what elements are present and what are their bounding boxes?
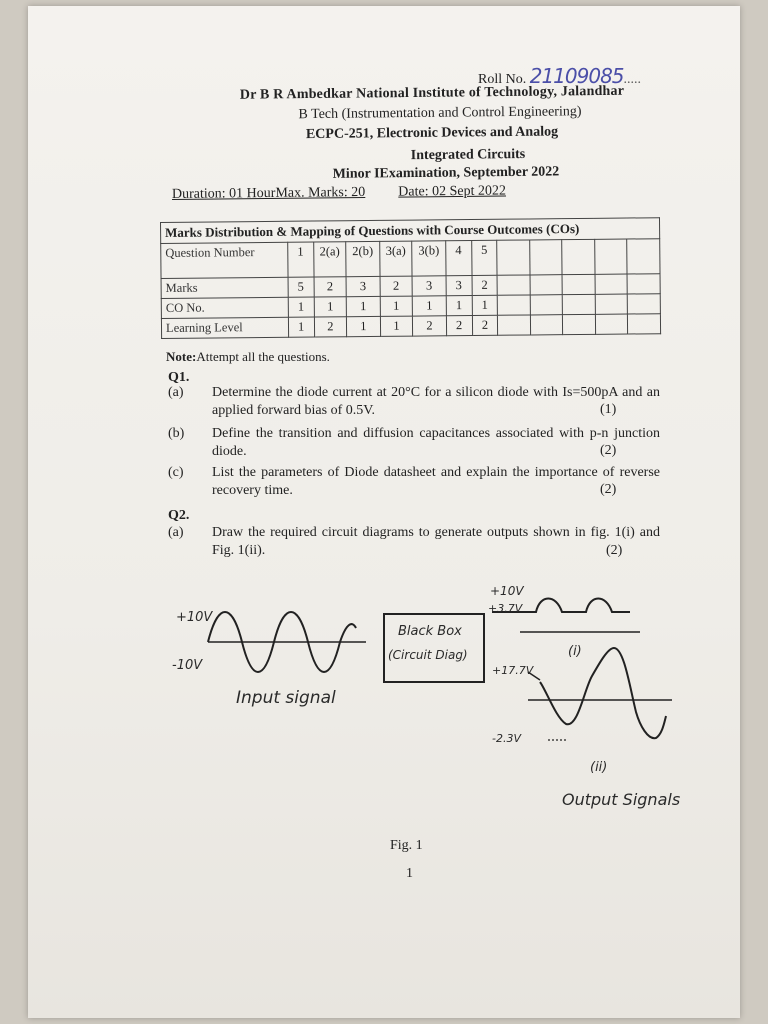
page-number: 1	[406, 866, 413, 881]
table-cell: 2	[380, 276, 413, 296]
q1a-marks: (1)	[600, 402, 617, 417]
output-i-top-label: +10V	[490, 584, 524, 598]
roll-dots: .....	[623, 72, 642, 87]
table-cell: 1	[413, 296, 447, 316]
q1c-sub: (c)	[168, 465, 184, 480]
q1a-sub: (a)	[168, 385, 184, 400]
table-cell: 1	[288, 297, 314, 317]
q1c-marks: (2)	[600, 482, 617, 497]
table-cell: 2	[472, 315, 498, 335]
table-cell: 1	[472, 295, 498, 315]
q1c-text: List the parameters of Diode datasheet and explain the importance of reverse recovery time.	[212, 465, 660, 498]
row-label: Question Number	[161, 242, 288, 278]
q2a-marks: (2)	[606, 543, 623, 558]
figure-caption: Fig. 1	[390, 838, 423, 853]
exam-title: Minor IExamination, September 2022	[332, 164, 560, 182]
output-ii-wave	[540, 648, 666, 738]
table-cell: 2	[413, 316, 447, 336]
output-ii-label: (ii)	[590, 760, 608, 775]
roll-value: 21109085	[529, 64, 624, 88]
table-cell: 3(b)	[412, 241, 446, 276]
course-title-line1: ECPC-251, Electronic Devices and Analog	[305, 124, 559, 143]
duration-text: Duration: 01 HourMax. Marks: 20	[171, 184, 366, 202]
programme-name: B Tech (Instrumentation and Control Engineering)	[298, 104, 582, 123]
table-cell: 2	[314, 317, 347, 337]
row-label: CO No.	[161, 297, 288, 318]
input-bottom-label: -10V	[172, 658, 203, 673]
table-cell: 1	[347, 316, 381, 336]
table-cell: 1	[380, 296, 413, 316]
table-cell: 1	[288, 317, 314, 337]
q2a-sub: (a)	[168, 525, 184, 540]
table-cell: 2(a)	[313, 242, 346, 277]
table-cell: 1	[346, 296, 380, 316]
table-cell: 1	[446, 296, 472, 316]
output-ii-bottom-label: -2.3V	[492, 732, 521, 745]
note-label: Note:	[166, 349, 197, 364]
q1b-sub: (b)	[168, 426, 185, 441]
table-cell: 1	[314, 297, 347, 317]
table-cell: 2(b)	[346, 241, 380, 276]
q1b-marks: (2)	[600, 443, 617, 458]
table-cell: 3	[346, 276, 380, 296]
table-cell: 3(a)	[379, 241, 412, 276]
roll-label: Roll No.	[478, 72, 527, 87]
exam-date: Date: 02 Sept 2022	[398, 183, 507, 200]
course-title-line2: Integrated Circuits	[410, 146, 526, 164]
marks-table-title: Marks Distribution & Mapping of Questions with Course Outcomes (COs)	[161, 218, 660, 244]
output-caption: Output Signals	[562, 790, 681, 809]
table-cell: 3	[412, 276, 446, 296]
institute-name: Dr B R Ambedkar National Institute of Technology, Jalandhar	[239, 83, 625, 103]
table-cell: 4	[445, 241, 471, 276]
table-cell: 5	[471, 240, 497, 275]
input-caption: Input signal	[236, 688, 336, 708]
output-i-level-label: +3.7V	[488, 602, 523, 615]
black-box-line2: (Circuit Diag)	[388, 648, 468, 662]
output-i-label: (i)	[568, 644, 582, 659]
table-cell: 2	[314, 277, 347, 297]
table-cell: 2	[446, 316, 472, 336]
table-cell: 3	[446, 276, 472, 296]
row-label: Learning Level	[161, 317, 288, 338]
q1b-text: Define the transition and diffusion capacitances associated with p-n junction diode.	[212, 426, 660, 459]
black-box-line1: Black Box	[398, 624, 462, 639]
table-cell: 1	[380, 316, 413, 336]
table-cell: 1	[287, 242, 313, 277]
q1-label: Q1.	[168, 370, 190, 385]
q1a-text: Determine the diode current at 20°C for a silicon diode with Is=500pA and an applied forward bias of 0.5V.	[212, 385, 660, 418]
output-ii-top-label: +17.7V	[492, 664, 534, 677]
table-cell: 5	[288, 277, 314, 297]
table-cell: 2	[472, 275, 498, 295]
q2-label: Q2.	[168, 508, 190, 523]
input-top-label: +10V	[176, 610, 213, 625]
q2a-text: Draw the required circuit diagrams to generate outputs shown in fig. 1(i) and Fig. 1(ii).	[212, 525, 660, 558]
note-text: Attempt all the questions.	[196, 349, 330, 364]
row-label: Marks	[161, 277, 288, 298]
